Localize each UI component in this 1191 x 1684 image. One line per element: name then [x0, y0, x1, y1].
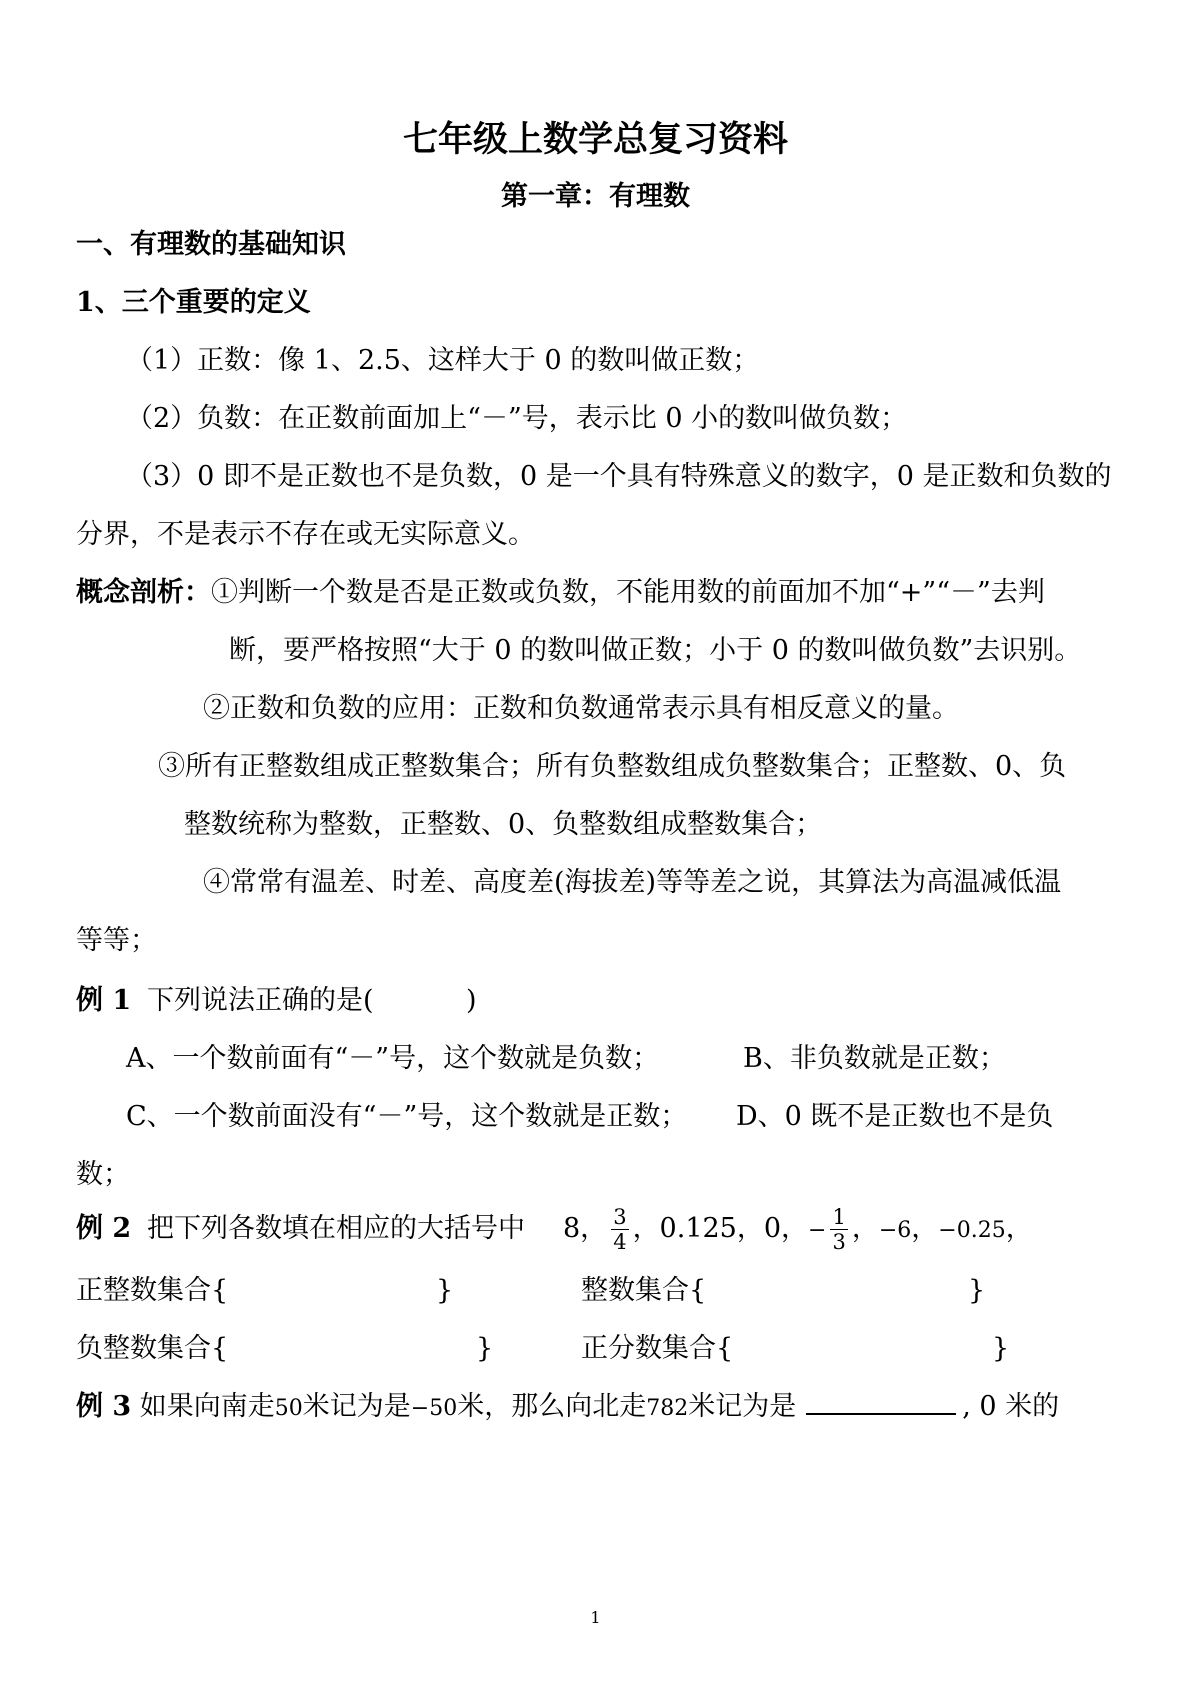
set-positive-integers: 正整数集合{: [76, 1275, 229, 1306]
example1-option-a: A、一个数前面有“－”号，这个数就是负数；: [126, 1043, 660, 1074]
definition-positive: （1）正数：像 1、2.5、这样大于 0 的数叫做正数；: [126, 345, 760, 376]
concept4-line1: ④常常有温差、时差、高度差(海拔差)等等差之说，其算法为高温减低温: [203, 867, 1062, 898]
fraction-three-quarters: $\frac{3}{4}$: [613, 1205, 627, 1254]
definition-zero-line2: 分界，不是表示不存在或无实际意义。: [76, 519, 535, 550]
example2-numbers: 8， $\frac{3}{4}$ ，0.125，0，− $\frac{1}{3}$ ，−6，−0.25，: [563, 1205, 1033, 1254]
example2-label: 例 2: [76, 1213, 132, 1244]
example1-close-paren: ): [466, 985, 477, 1016]
chapter-heading: 第一章：有理数: [501, 181, 690, 212]
example1-option-c: C、一个数前面没有“－”号，这个数就是正数；: [126, 1101, 688, 1132]
page-number: 1: [590, 1608, 601, 1627]
answer-blank: [806, 1391, 956, 1415]
example1-label: 例 1: [76, 985, 132, 1016]
set-integers: 整数集合{: [581, 1275, 707, 1306]
concept-line1: [76, 576, 1045, 610]
definition-negative: （2）负数：在正数前面加上“－”号，表示比 0 小的数叫做负数；: [126, 403, 908, 434]
definition-zero-line1: （3）0 即不是正数也不是负数，0 是一个具有特殊意义的数字，0 是正数和负数的: [126, 461, 1112, 492]
example1-option-d-cont: 数；: [76, 1159, 130, 1190]
set-negative-integers: 负整数集合{: [76, 1333, 229, 1364]
concept2-text: ②正数和负数的应用：正数和负数通常表示具有相反意义的量。: [203, 693, 959, 724]
set-integers-close: }: [968, 1275, 986, 1306]
example3-question: 例 3 如果向南走50米记为是−50米，那么向北走782米记为是 , 0 米的: [76, 1391, 1060, 1422]
example3-label: 例 3: [76, 1391, 132, 1422]
set-negative-integers-close: }: [476, 1333, 494, 1364]
document-title: 七年级上数学总复习资料: [402, 119, 788, 160]
example1-option-d: D、0 既不是正数也不是负: [736, 1101, 1054, 1132]
set-positive-integers-close: }: [436, 1275, 454, 1306]
example1-prompt: 下列说法正确的是(: [147, 985, 374, 1016]
set-positive-fractions-close: }: [992, 1333, 1010, 1364]
concept1-text: ①判断一个数是否是正数或负数，不能用数的前面加不加“+”“－”去判: [211, 577, 1045, 608]
concept1-continuation: 断，要严格按照“大于 0 的数叫做正数；小于 0 的数叫做负数”去识别。: [229, 635, 1082, 666]
concept4-line2: 等等；: [76, 925, 157, 956]
concept3-line1: ③所有正整数组成正整数集合；所有负整数组成负整数集合；正整数、0、负: [158, 751, 1067, 782]
section-heading: 一、有理数的基础知识: [76, 229, 346, 260]
fraction-one-third: $\frac{1}{3}$: [832, 1205, 846, 1254]
concept3-line2: 整数统称为整数，正整数、0、负整数组成整数集合；: [184, 809, 823, 840]
example1-question: [76, 984, 131, 1018]
set-positive-fractions: 正分数集合{: [581, 1333, 734, 1364]
example2-prompt: 把下列各数填在相应的大括号中: [147, 1213, 525, 1244]
example1-option-b: B、非负数就是正数；: [743, 1043, 1006, 1074]
subsection-heading: 1、三个重要的定义: [76, 287, 311, 318]
concept-label: 概念剖析：: [76, 577, 211, 608]
